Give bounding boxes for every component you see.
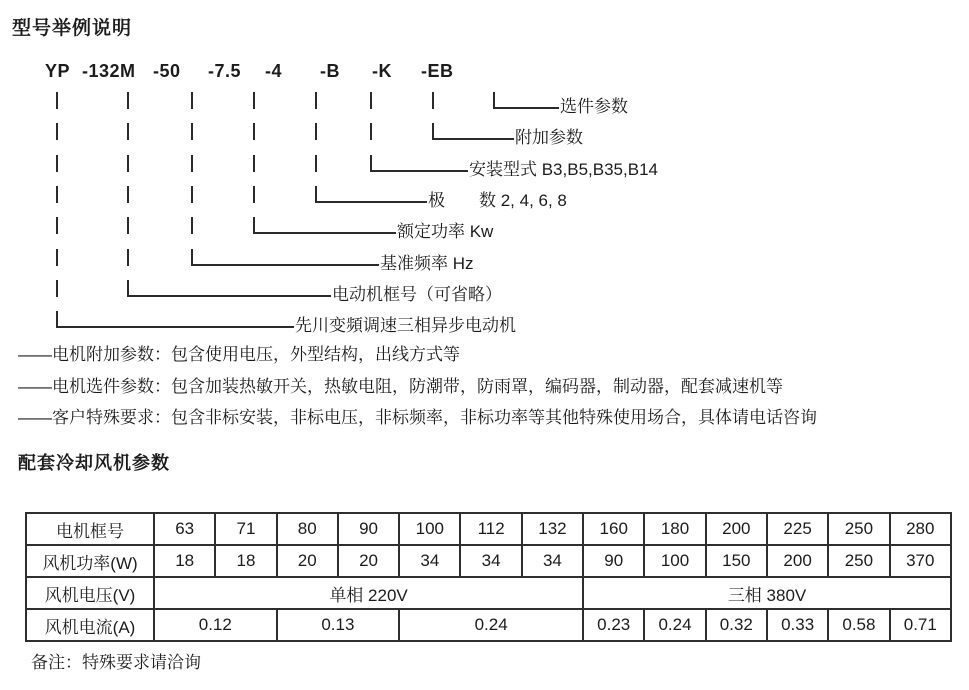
fan-power-cell: 150 (706, 545, 767, 577)
diagram-pipe (56, 280, 58, 297)
diagram-pipe (432, 92, 434, 109)
fan-current-cell: 0.13 (277, 609, 400, 641)
frame-size-cell: 132 (522, 513, 583, 545)
diagram-pipe (191, 186, 193, 203)
fan-power-cell: 370 (890, 545, 951, 577)
fan-power-cell: 18 (154, 545, 215, 577)
fan-current-cell: 0.24 (644, 609, 705, 641)
model-code-segment: -K (372, 61, 392, 81)
diagram-label: 先川变頻调速三相异步电动机 (295, 316, 516, 335)
fan-current-cell: 0.58 (828, 609, 889, 641)
diagram-pipe (253, 186, 255, 203)
diagram-connector (493, 92, 559, 109)
row-label: 电机框号 (26, 513, 154, 545)
diagram-pipe (56, 249, 58, 266)
fan-power-cell: 18 (215, 545, 276, 577)
note-additional-params: ——电机附加参数：包含使用电压，外型结构，出线方式等 (18, 345, 460, 364)
diagram-pipe (315, 155, 317, 172)
diagram-connector (315, 186, 427, 203)
diagram-label: 极 数 2, 4, 6, 8 (428, 191, 567, 210)
fan-power-cell: 20 (338, 545, 399, 577)
note-special-requirements: ——客户特殊要求：包含非标安装，非标电压，非标频率，非标功率等其他特殊使用场合，具体请电话咨询 (18, 408, 817, 427)
frame-size-cell: 112 (460, 513, 521, 545)
diagram-label: 基准频率 Hz (380, 254, 474, 273)
table-row (26, 577, 951, 609)
model-code-segment: -4 (265, 61, 283, 81)
diagram-pipe (56, 217, 58, 234)
fan-current-cell: 0.32 (706, 609, 767, 641)
diagram-pipe (127, 155, 129, 172)
diagram-pipe (56, 155, 58, 172)
frame-size-cell: 280 (890, 513, 951, 545)
fan-power-cell: 34 (460, 545, 521, 577)
fan-current-cell: 0.24 (399, 609, 583, 641)
diagram-pipe (315, 123, 317, 140)
diagram-pipe (127, 217, 129, 234)
diagram-pipe (127, 186, 129, 203)
diagram-connector (127, 280, 331, 297)
table-row (26, 609, 951, 641)
fan-current-cell: 0.71 (890, 609, 951, 641)
diagram-label: 额定功率 Kw (397, 222, 494, 241)
footnote: 备注：特殊要求请洽询 (31, 653, 201, 672)
diagram-pipe (127, 123, 129, 140)
row-label: 风机电流(A) (26, 609, 154, 641)
fan-power-cell: 90 (583, 545, 644, 577)
page-title: 型号举例说明 (12, 18, 133, 39)
diagram-pipe (191, 92, 193, 109)
note-option-params: ——电机选件参数：包含加装热敏开关，热敏电阻，防潮带，防雨罩，编码器，制动器，配套减速机等 (18, 377, 783, 396)
model-code-segment: YP (45, 61, 71, 81)
frame-size-cell: 160 (583, 513, 644, 545)
diagram-connector (56, 311, 294, 328)
diagram-pipe (56, 186, 58, 203)
diagram-pipe (253, 92, 255, 109)
fan-voltage-cell: 三相 380V (583, 577, 951, 609)
fan-voltage-cell: 单相 220V (154, 577, 583, 609)
row-label: 风机电压(V) (26, 577, 154, 609)
model-code-segment: -B (320, 61, 340, 81)
diagram-pipe (253, 123, 255, 140)
diagram-pipe (56, 92, 58, 109)
fan-power-cell: 250 (828, 545, 889, 577)
frame-size-cell: 200 (706, 513, 767, 545)
fan-current-cell: 0.33 (767, 609, 828, 641)
diagram-pipe (127, 92, 129, 109)
model-code-segment: -7.5 (208, 61, 242, 81)
frame-size-cell: 90 (338, 513, 399, 545)
fan-power-cell: 34 (399, 545, 460, 577)
table-row (26, 513, 951, 545)
table-row (26, 545, 951, 577)
diagram-pipe (56, 123, 58, 140)
model-code-diagram (0, 0, 969, 340)
cooling-fan-table (25, 512, 952, 642)
frame-size-cell: 100 (399, 513, 460, 545)
fan-power-cell: 34 (522, 545, 583, 577)
frame-size-cell: 180 (644, 513, 705, 545)
model-code-segment: -EB (421, 61, 454, 81)
diagram-pipe (370, 123, 372, 140)
diagram-label: 选件参数 (560, 97, 628, 116)
row-label: 风机功率(W) (26, 545, 154, 577)
diagram-pipe (191, 155, 193, 172)
diagram-label: 安装型式 B3,B5,B35,B14 (469, 160, 658, 179)
diagram-pipe (127, 249, 129, 266)
fan-section-title: 配套冷却风机参数 (18, 453, 170, 473)
fan-power-cell: 100 (644, 545, 705, 577)
diagram-connector (253, 217, 396, 234)
diagram-pipe (370, 92, 372, 109)
frame-size-cell: 225 (767, 513, 828, 545)
model-code-segment: -50 (153, 61, 181, 81)
fan-current-cell: 0.12 (154, 609, 277, 641)
diagram-connector (432, 123, 514, 140)
frame-size-cell: 63 (154, 513, 215, 545)
frame-size-cell: 80 (277, 513, 338, 545)
diagram-pipe (315, 92, 317, 109)
diagram-pipe (253, 155, 255, 172)
fan-power-cell: 200 (767, 545, 828, 577)
diagram-label: 电动机框号（可省略） (332, 285, 502, 304)
diagram-pipe (191, 217, 193, 234)
diagram-connector (191, 249, 379, 266)
model-code-segment: -132M (82, 61, 136, 81)
frame-size-cell: 250 (828, 513, 889, 545)
fan-current-cell: 0.23 (583, 609, 644, 641)
fan-power-cell: 20 (277, 545, 338, 577)
diagram-connector (370, 155, 468, 172)
diagram-label: 附加参数 (515, 128, 583, 147)
frame-size-cell: 71 (215, 513, 276, 545)
diagram-pipe (191, 123, 193, 140)
